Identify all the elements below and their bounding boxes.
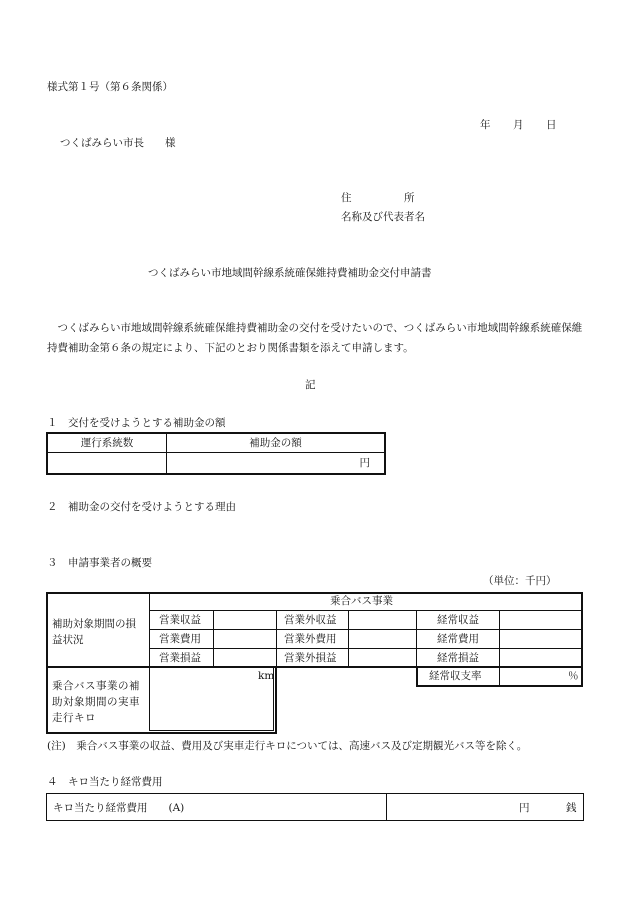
amount-value[interactable] (167, 453, 386, 475)
body-text: つくばみらい市地域間幹線系統確保維持費補助金の交付を受けたいので、つくばみらい市地域間幹線系統確保維持費補助金第６条の規定により、下記のとおり関係書類を添えて申請します。 (47, 322, 583, 354)
row2-b: 営業外費用 (284, 633, 337, 645)
date-month: 月 (513, 119, 524, 131)
applicant-address-label: 住 所 (341, 192, 415, 204)
unit-yen: 円 (359, 456, 370, 469)
ratio-unit: ％ (568, 670, 579, 682)
applicant-name-label: 名称及び代表者名 (341, 211, 425, 223)
section3-heading: ３ 申請事業者の概要 (47, 557, 152, 569)
document-title: つくばみらい市地域間幹線系統確保維持費補助金交付申請書 (148, 267, 432, 279)
routes-value[interactable] (47, 453, 167, 475)
row1-b: 営業外収益 (284, 614, 337, 626)
section1-heading: １ 交付を受けようとする補助金の額 (47, 417, 226, 429)
row2-a: 営業費用 (159, 633, 201, 645)
note: (注) 乗合バス事業の収益、費用及び実車走行キロについては、高速バス及び定期観光バス等を除く。 (47, 740, 528, 752)
row3-a: 営業損益 (159, 652, 201, 664)
pl-label: 補助対象期間の損益状況 (52, 618, 136, 646)
row2-c: 経常費用 (437, 633, 479, 645)
row1-c: 経常収益 (437, 614, 479, 626)
addressee: つくばみらい市長 様 (60, 137, 176, 149)
row3-c: 経常損益 (437, 652, 479, 664)
unit-yen-4: 円 (519, 802, 530, 814)
ratio-label: 経常収支率 (429, 670, 482, 682)
subsidy-amount-table (46, 432, 386, 475)
km-label: 乗合バス事業の補助対象期間の実車走行キロ (52, 680, 140, 724)
unit-sen: 銭 (566, 802, 577, 814)
col-amount: 補助金の額 (167, 433, 386, 453)
unit-label: （単位：千円） (483, 575, 557, 587)
km-unit: km (258, 670, 275, 682)
row1-a: 営業収益 (159, 614, 201, 626)
date-day: 日 (546, 119, 557, 131)
row3-b: 営業外損益 (284, 652, 337, 664)
date-year: 年 (480, 119, 491, 131)
form-number: 様式第１号（第６条関係） (47, 81, 173, 93)
section4-heading: ４ キロ当たり経常費用 (47, 776, 163, 788)
km-cost-label: キロ当たり経常費用 (A) (53, 802, 185, 814)
section2-heading: ２ 補助金の交付を受けようとする理由 (47, 501, 236, 513)
group-header: 乗合バス事業 (330, 595, 393, 607)
col-routes: 運行系統数 (47, 433, 167, 453)
ki-marker: 記 (305, 379, 316, 391)
